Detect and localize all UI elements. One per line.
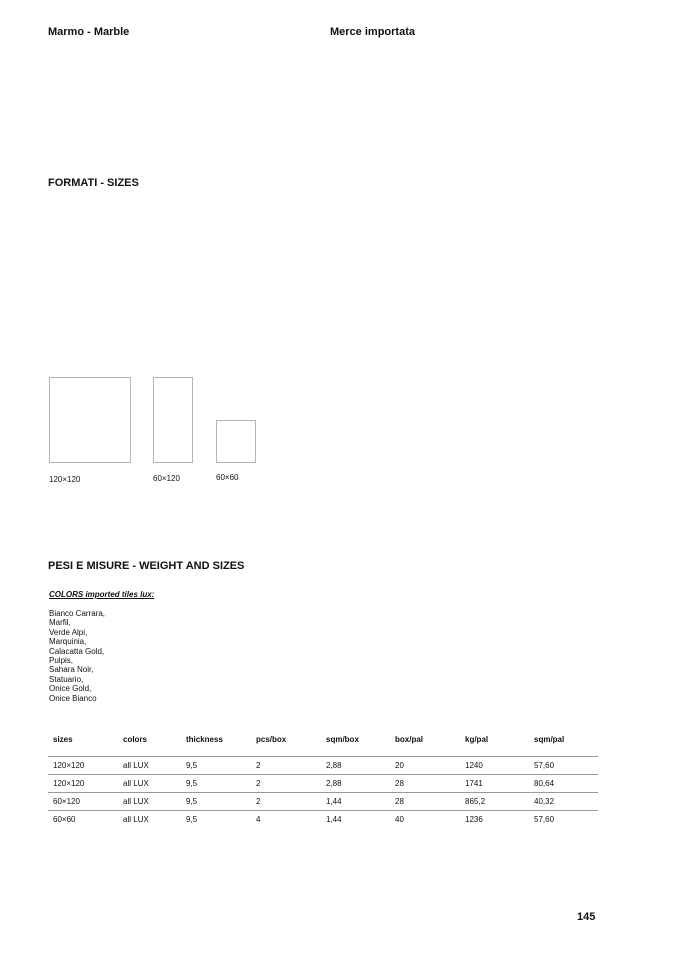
table-cell: 4 — [251, 811, 321, 829]
column-header-kg-pal: kg/pal — [465, 734, 489, 744]
table-cell: 120×120 — [48, 775, 118, 793]
table-row — [48, 757, 598, 775]
color-item: Onice Bianco — [49, 693, 97, 703]
table-cell: all LUX — [118, 793, 181, 811]
table-cell: 9,5 — [181, 775, 251, 793]
color-item: Verde Alpi, — [49, 627, 88, 637]
table-cell: all LUX — [118, 775, 181, 793]
column-header-thickness: thickness — [186, 734, 223, 744]
column-header-pcs-box: pcs/box — [256, 734, 287, 744]
table-cell: 20 — [390, 757, 460, 775]
table-cell: 1,44 — [321, 793, 390, 811]
table-cell: 57,60 — [529, 757, 598, 775]
header-right-title: Merce importata — [330, 26, 415, 38]
table-cell: 1240 — [460, 757, 529, 775]
table-cell: 40,32 — [529, 793, 598, 811]
size-label-60x120: 60×120 — [153, 474, 180, 483]
specs-table — [48, 722, 598, 828]
table-cell: 2,88 — [321, 757, 390, 775]
table-cell: 865,2 — [460, 793, 529, 811]
table-cell: 60×60 — [48, 811, 118, 829]
column-header-sqm-pal: sqm/pal — [534, 734, 565, 744]
table-cell: 120×120 — [48, 757, 118, 775]
column-header-sqm-box: sqm/box — [326, 734, 359, 744]
table-header-row — [48, 722, 598, 757]
header-left-title: Marmo - Marble — [48, 26, 130, 38]
color-item: Sahara Noir, — [49, 665, 94, 675]
column-header-box-pal: box/pal — [395, 734, 424, 744]
size-swatch-60x60 — [216, 420, 256, 463]
table-cell: 2,88 — [321, 775, 390, 793]
table-cell: 2 — [251, 775, 321, 793]
table-cell: 1,44 — [321, 811, 390, 829]
column-header-sizes: sizes — [53, 734, 73, 744]
table-cell: 9,5 — [181, 811, 251, 829]
table-row — [48, 775, 598, 793]
color-item: Marquinia, — [49, 637, 87, 647]
table-cell: 9,5 — [181, 757, 251, 775]
table-cell: 60×120 — [48, 793, 118, 811]
size-swatch-60x120 — [153, 377, 193, 463]
color-item: Bianco Carrara, — [49, 609, 106, 618]
colors-title: COLORS imported tiles lux: — [49, 590, 155, 599]
formats-title: FORMATI - SIZES — [48, 177, 139, 189]
table-cell: 40 — [390, 811, 460, 829]
table-cell: 2 — [251, 793, 321, 811]
size-label-60x60: 60×60 — [216, 473, 239, 482]
table-cell: 57,60 — [529, 811, 598, 829]
color-item: Onice Gold, — [49, 684, 92, 694]
color-item: Pulpis, — [49, 656, 74, 666]
color-item: Statuario, — [49, 674, 84, 684]
table-cell: 28 — [390, 793, 460, 811]
table-row — [48, 811, 598, 829]
colors-list — [49, 609, 105, 703]
color-item: Marfil, — [49, 618, 71, 628]
size-label-120x120: 120×120 — [49, 475, 81, 484]
table-cell: 2 — [251, 757, 321, 775]
table-cell: all LUX — [118, 757, 181, 775]
color-item: Calacatta Gold, — [49, 646, 105, 656]
table-cell: all LUX — [118, 811, 181, 829]
column-header-colors: colors — [123, 734, 148, 744]
table-cell: 1741 — [460, 775, 529, 793]
table-cell: 80,64 — [529, 775, 598, 793]
table-row — [48, 793, 598, 811]
table-cell: 1236 — [460, 811, 529, 829]
table-cell: 28 — [390, 775, 460, 793]
page-number: 145 — [577, 911, 596, 923]
table-cell: 9,5 — [181, 793, 251, 811]
weights-title: PESI E MISURE - WEIGHT AND SIZES — [48, 560, 245, 572]
size-swatch-120x120 — [49, 377, 131, 463]
